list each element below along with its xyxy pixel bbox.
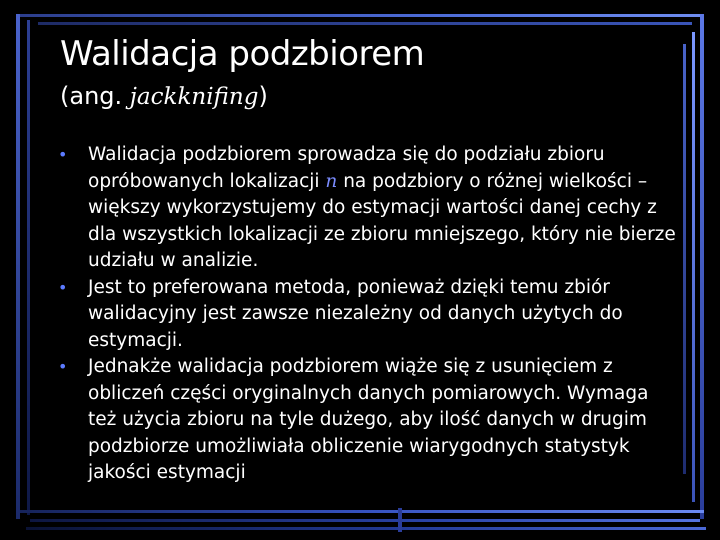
frame-top-inner-line <box>38 22 692 25</box>
bullet-item <box>56 142 676 275</box>
bullet-text: Walidacja podzbiorem sprowadza się do podziału zbioru opróbowanych lokalizacji <box>88 144 605 192</box>
frame-bottom-line-2 <box>30 519 700 522</box>
bullet-item <box>56 275 676 355</box>
bullet-icon: • <box>58 145 68 164</box>
subtitle-suffix: ) <box>258 82 268 110</box>
frame-right-inner-line-2 <box>683 44 686 474</box>
bullet-text: Jednakże walidacja podzbiorem wiąże się z usunięciem z obliczeń części oryginalnych danych pomiarowych. Wymaga też użycia zbioru na tyle dużego, aby ilość danych w drugim podzbiorze umożliwiała obliczenie wiarygodnych statystyk jakości estymacji <box>88 356 649 483</box>
frame-left-line <box>16 14 20 519</box>
bullet-icon: • <box>58 277 68 297</box>
slide-title: Walidacja podzbiorem <box>60 34 425 74</box>
frame-right-inner-line <box>692 32 695 502</box>
frame-bottom-line-3 <box>26 527 706 530</box>
frame-right-line <box>700 14 704 519</box>
frame-top-line <box>18 14 704 17</box>
frame-bottom-notch <box>398 508 402 532</box>
slide-subtitle <box>60 82 268 110</box>
subtitle-prefix: (ang. <box>60 82 130 110</box>
bullet-list <box>56 142 676 487</box>
frame-bottom-line <box>20 510 704 513</box>
bullet-item <box>56 354 676 487</box>
bullet-text: Jest to preferowana metoda, ponieważ dzięki temu zbiór walidacyjny jest zawsze niezależny od danych użytych do estymacji. <box>88 276 623 351</box>
variable-n: n <box>325 170 338 192</box>
frame-left-inner-line <box>27 20 30 515</box>
subtitle-term: jackknifing <box>129 84 259 110</box>
bullet-text-cont: na podzbiory o różnej wielkości – większy wykorzystujemy do estymacji wartości danej cechy z dla wszystkich lokalizacji ze zbioru mniejszego, który nie bierze udziału w analizie. <box>88 170 676 271</box>
bullet-icon: • <box>58 357 68 376</box>
